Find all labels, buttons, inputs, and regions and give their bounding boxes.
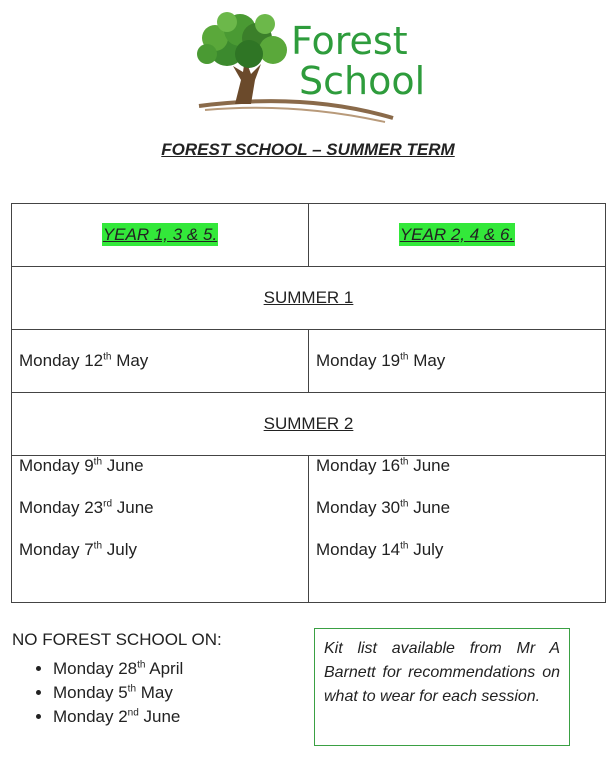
summer2-heading-row	[12, 393, 606, 456]
date-line: Monday 16th June	[316, 456, 451, 475]
table-header-row	[12, 204, 606, 267]
summer1-left-cell	[12, 330, 309, 393]
summer2-dates-row	[12, 456, 606, 603]
no-forest-school-heading: NO FOREST SCHOOL ON:	[12, 630, 222, 649]
summer2-heading: SUMMER 2	[12, 393, 606, 456]
no-forest-school-section	[12, 630, 222, 730]
summer2-left-cell	[12, 456, 309, 603]
kit-list-text: Kit list available from Mr A Barnett for recommendations on what to wear for each session.	[324, 640, 560, 705]
header-cell-right	[309, 204, 606, 267]
list-item: • Monday 28th April	[53, 658, 222, 679]
date-line: Monday 9th June	[19, 456, 144, 475]
summer1-heading-row	[12, 267, 606, 330]
date-line: Monday 23rd June	[19, 498, 154, 517]
summer2-right-cell	[309, 456, 606, 603]
forest-school-logo	[185, 8, 430, 128]
date-line: Monday 14th July	[316, 540, 444, 559]
date-line: Monday 19th May	[316, 351, 446, 370]
kit-list-note	[314, 628, 570, 746]
summer1-heading: SUMMER 1	[12, 267, 606, 330]
page-title: FOREST SCHOOL – SUMMER TERM	[161, 140, 455, 159]
list-item: • Monday 5th May	[53, 682, 222, 703]
logo-text-school: School	[299, 59, 426, 103]
logo-text-forest: Forest	[291, 19, 408, 63]
summer1-dates-row	[12, 330, 606, 393]
date-line: Monday 7th July	[19, 540, 137, 559]
year-group-2-4-6: YEAR 2, 4 & 6.	[399, 225, 515, 244]
header-cell-left	[12, 204, 309, 267]
date-line: Monday 30th June	[316, 498, 451, 517]
summer1-right-cell	[309, 330, 606, 393]
list-item: • Monday 2nd June	[53, 706, 222, 727]
schedule-table	[11, 203, 606, 603]
year-group-1-3-5: YEAR 1, 3 & 5.	[102, 225, 218, 244]
date-line: Monday 12th May	[19, 351, 149, 370]
no-forest-school-list	[12, 658, 222, 727]
